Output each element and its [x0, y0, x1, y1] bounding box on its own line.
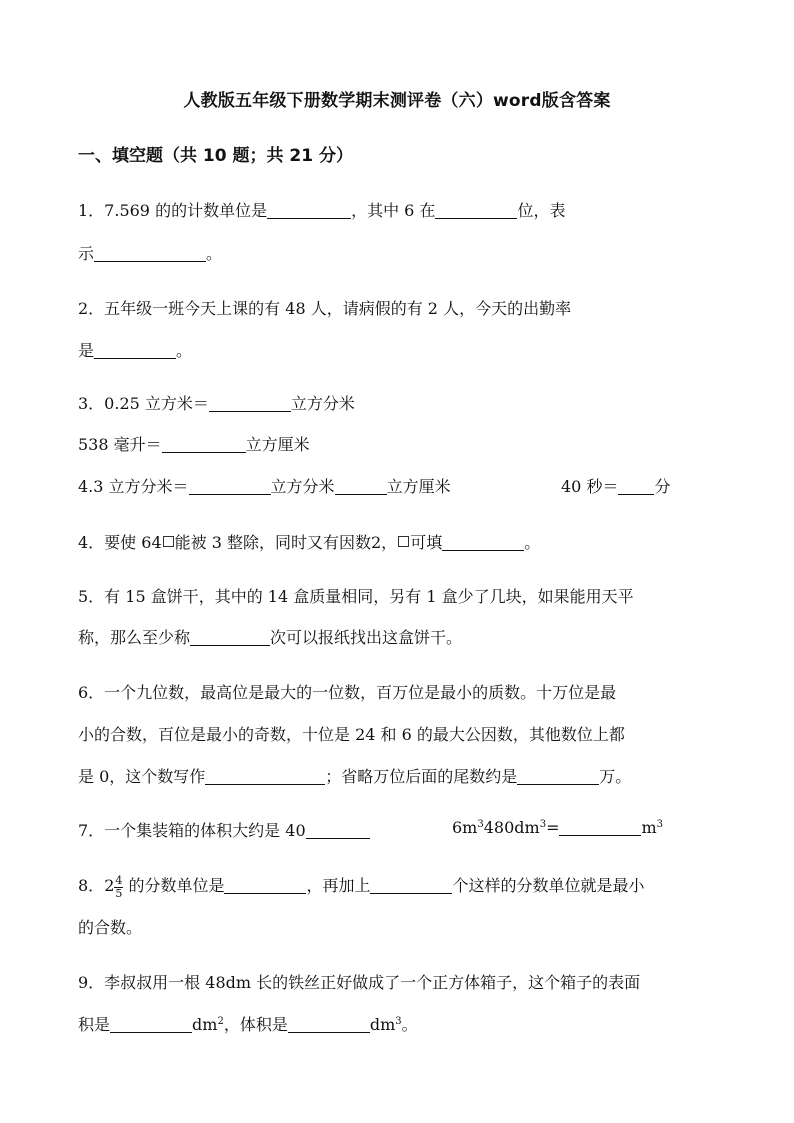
- question-1-line-2: 示 。: [78, 244, 223, 263]
- question-8-line-1: 8．2 $\frac{4}{5}$ 的分数单位是 ，再加上 个这样的分数单位就是最小: [78, 874, 645, 900]
- answer-blank[interactable]: [288, 1016, 370, 1033]
- question-8-line-2: 的合数。: [78, 918, 143, 937]
- box-placeholder-icon: [398, 536, 409, 547]
- answer-blank[interactable]: [224, 877, 306, 894]
- answer-blank[interactable]: [442, 534, 524, 551]
- answer-blank[interactable]: [190, 629, 270, 646]
- question-7-line-1-right: $6m^3480dm^3= m^3$: [452, 818, 664, 837]
- box-placeholder-icon: [163, 536, 174, 547]
- question-9-line-2: 积是 $dm^2$，体积是 $dm^3$。: [78, 1015, 418, 1034]
- answer-blank[interactable]: [306, 822, 370, 839]
- document-title: 人教版五年级下册数学期末测评卷（六）word版含答案: [183, 91, 611, 111]
- answer-blank[interactable]: [618, 478, 654, 495]
- answer-blank[interactable]: [370, 877, 452, 894]
- question-9-line-1: 9．李叔叔用一根 48dm 长的铁丝正好做成了一个正方体箱子，这个箱子的表面: [78, 973, 641, 992]
- question-2-line-1: 2．五年级一班今天上课的有 48 人，请病假的有 2 人，今天的出勤率: [78, 299, 572, 318]
- answer-blank[interactable]: [435, 202, 517, 219]
- answer-blank[interactable]: [267, 202, 351, 219]
- answer-blank[interactable]: [559, 819, 641, 836]
- question-2-line-2: 是 。: [78, 341, 193, 360]
- question-5-line-1: 5．有 15 盒饼干，其中的 14 盒质量相同，另有 1 盒少了几块，如果能用天平: [78, 587, 634, 606]
- section-heading: 一、填空题（共 10 题；共 21 分）: [78, 146, 353, 166]
- mixed-number-whole: 2: [104, 876, 115, 895]
- answer-blank[interactable]: [205, 768, 325, 785]
- question-3-line-1: 3．0.25 立方米＝ 立方分米: [78, 394, 355, 413]
- question-3-line-3: 4.3 立方分米＝ 立方分米 立方厘米: [78, 477, 451, 496]
- question-6-line-3: 是 0，这个数写作 ；省略万位后面的尾数约是 万。: [78, 767, 632, 786]
- fraction: $\frac{4}{5}$: [115, 874, 123, 900]
- question-6-line-1: 6．一个九位数，最高位是最大的一位数，百万位是最小的质数。十万位是最: [78, 683, 617, 702]
- answer-blank[interactable]: [110, 1016, 192, 1033]
- question-3-line-2: 538 毫升＝ 立方厘米: [78, 435, 310, 454]
- question-7-line-1: 7．一个集装箱的体积大约是 40: [78, 818, 370, 841]
- answer-blank[interactable]: [189, 478, 271, 495]
- answer-blank[interactable]: [94, 245, 206, 262]
- question-5-line-2: 称，那么至少称 次可以报纸找出这盒饼干。: [78, 628, 463, 647]
- question-3-line-3-right: 40 秒＝ 分: [561, 477, 671, 496]
- question-1-line-1: 1．7.569 的的计数单位是 ，其中 6 在 位，表: [78, 201, 566, 220]
- answer-blank[interactable]: [162, 436, 246, 453]
- answer-blank[interactable]: [209, 395, 291, 412]
- question-4-line-1: 4．要使 64 能被 3 整除，同时又有因数2， 可填 。: [78, 533, 541, 552]
- answer-blank[interactable]: [335, 478, 387, 495]
- answer-blank[interactable]: [517, 768, 599, 785]
- question-6-line-2: 小的合数，百位是最小的奇数，十位是 24 和 6 的最大公因数，其他数位上都: [78, 725, 625, 744]
- answer-blank[interactable]: [94, 342, 176, 359]
